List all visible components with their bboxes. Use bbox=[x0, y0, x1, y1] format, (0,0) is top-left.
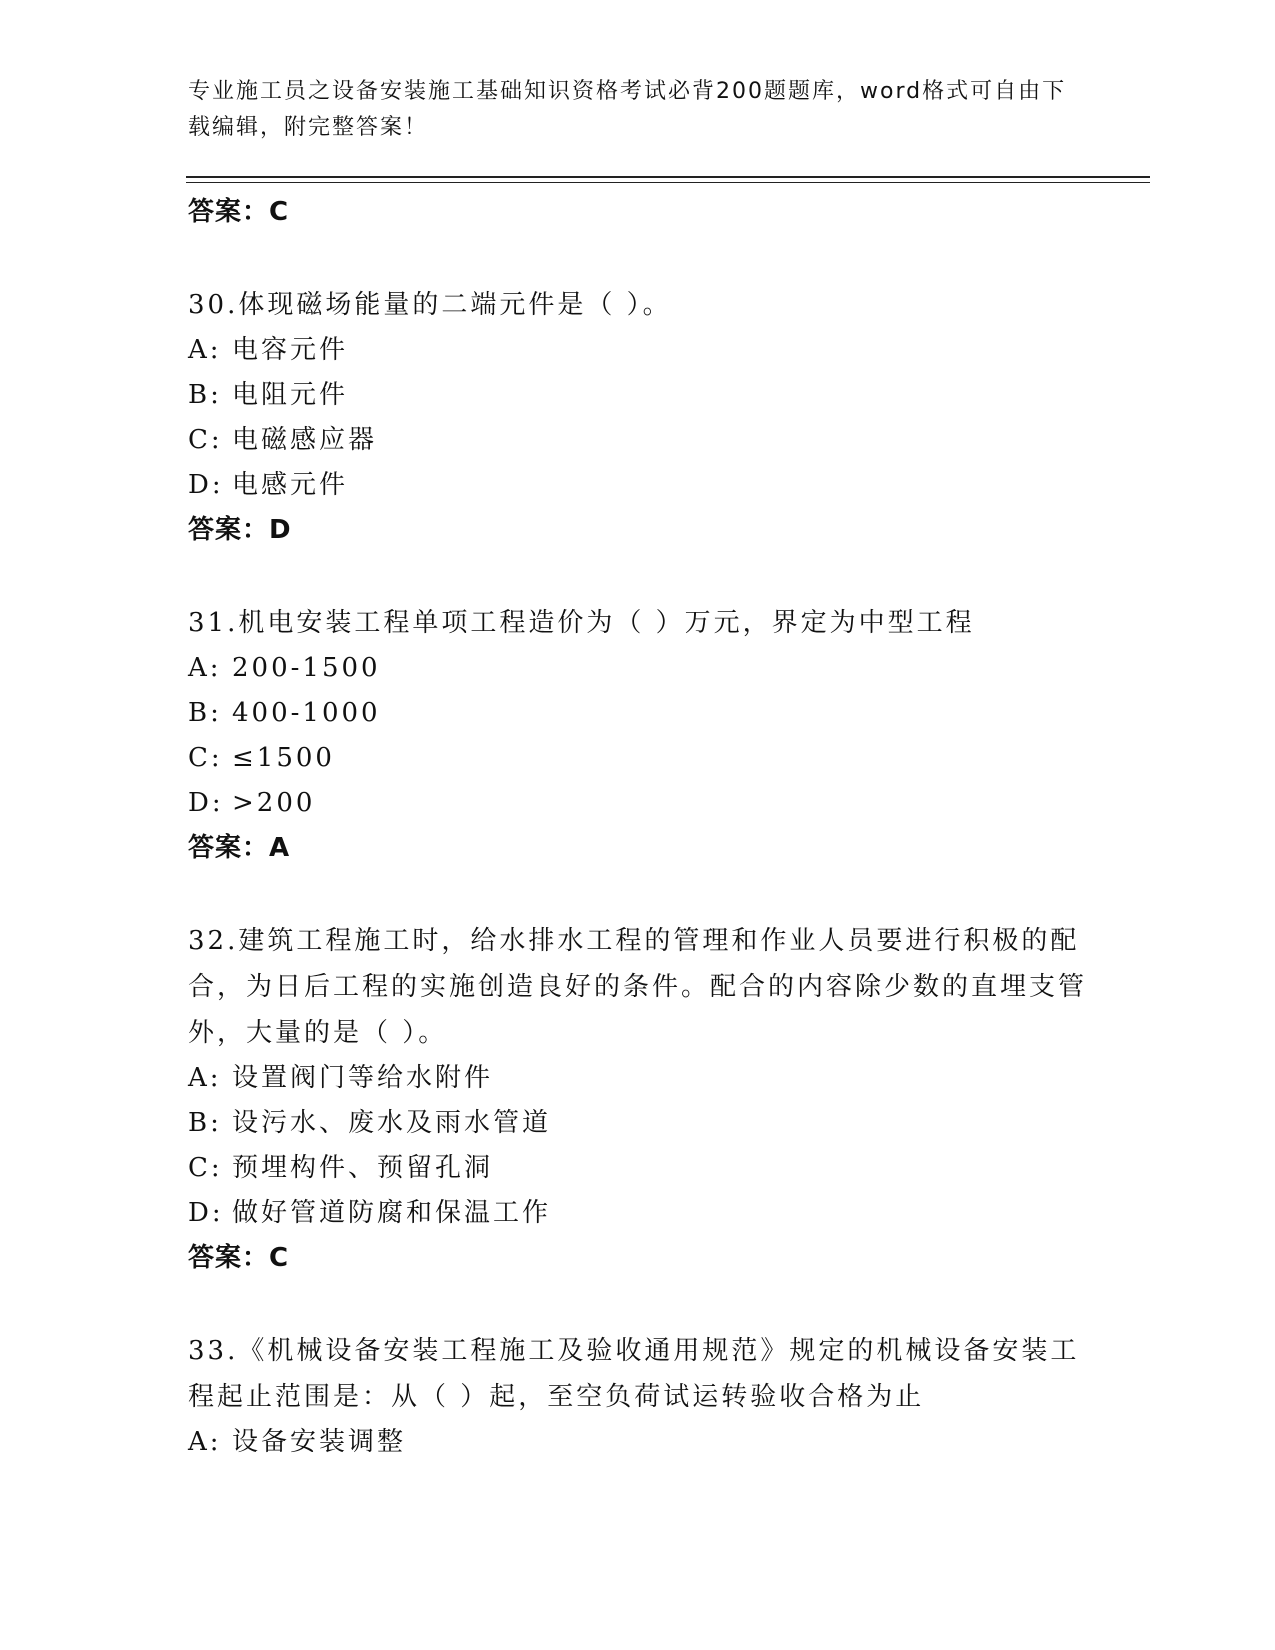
option-letter: B: bbox=[188, 1108, 222, 1138]
question-stem: 30.体现磁场能量的二端元件是（ ）。 bbox=[188, 290, 672, 320]
option-c bbox=[188, 1146, 1088, 1191]
previous-answer: 答案：C bbox=[188, 197, 290, 227]
option-letter: A: bbox=[188, 653, 222, 683]
option-letter: C: bbox=[188, 743, 223, 773]
option-d bbox=[188, 781, 1088, 826]
option-letter: A: bbox=[188, 335, 222, 365]
option-letter: D: bbox=[188, 1198, 224, 1228]
option-text: 电容元件 bbox=[232, 335, 349, 365]
question-stem: 33.《机械设备安装工程施工及验收通用规范》规定的机械设备安装工程起止范围是：从（ ）起，至空负荷试运转验收合格为止 bbox=[188, 1336, 1080, 1412]
option-d bbox=[188, 463, 1088, 508]
question-30 bbox=[188, 282, 1088, 552]
option-d bbox=[188, 1191, 1088, 1236]
option-a bbox=[188, 328, 1088, 373]
option-a bbox=[188, 1056, 1088, 1101]
option-text: 电磁感应器 bbox=[232, 425, 378, 455]
option-letter: C: bbox=[188, 1153, 223, 1183]
option-text: ≤1500 bbox=[232, 743, 335, 773]
header-divider-thin bbox=[186, 182, 1150, 183]
question-32 bbox=[188, 918, 1088, 1280]
option-text: 400-1000 bbox=[232, 698, 381, 728]
option-text: 做好管道防腐和保温工作 bbox=[232, 1198, 552, 1228]
option-text: >200 bbox=[232, 788, 316, 818]
question-answer: 答案：C bbox=[188, 1243, 290, 1273]
option-text: 200-1500 bbox=[232, 653, 381, 683]
option-text: 电感元件 bbox=[232, 470, 349, 500]
option-letter: B: bbox=[188, 698, 222, 728]
question-31 bbox=[188, 600, 1088, 870]
option-letter: D: bbox=[188, 470, 224, 500]
option-letter: A: bbox=[188, 1063, 222, 1093]
option-b bbox=[188, 691, 1088, 736]
question-stem: 32.建筑工程施工时，给水排水工程的管理和作业人员要进行积极的配合，为日后工程的实施创造良好的条件。配合的内容除少数的直埋支管外，大量的是（ ）。 bbox=[188, 926, 1088, 1048]
option-text: 设污水、废水及雨水管道 bbox=[232, 1108, 552, 1138]
option-text: 设备安装调整 bbox=[232, 1427, 407, 1457]
option-letter: C: bbox=[188, 425, 223, 455]
option-letter: A: bbox=[188, 1427, 222, 1457]
question-list bbox=[188, 190, 1088, 1465]
option-a bbox=[188, 646, 1088, 691]
option-letter: D: bbox=[188, 788, 224, 818]
option-c bbox=[188, 418, 1088, 463]
question-answer: 答案：A bbox=[188, 833, 291, 863]
question-stem: 31.机电安装工程单项工程造价为（ ）万元，界定为中型工程 bbox=[188, 608, 975, 638]
option-text: 设置阀门等给水附件 bbox=[232, 1063, 494, 1093]
option-a bbox=[188, 1420, 1088, 1465]
option-text: 电阻元件 bbox=[232, 380, 349, 410]
option-c bbox=[188, 736, 1088, 781]
question-answer: 答案：D bbox=[188, 515, 292, 545]
question-33 bbox=[188, 1328, 1088, 1465]
option-b bbox=[188, 373, 1088, 418]
header-divider bbox=[186, 176, 1150, 178]
document-header: 专业施工员之设备安装施工基础知识资格考试必背200题题库，word格式可自由下载编辑，附完整答案！ bbox=[188, 79, 1067, 140]
option-text: 预埋构件、预留孔洞 bbox=[232, 1153, 494, 1183]
option-letter: B: bbox=[188, 380, 222, 410]
option-b bbox=[188, 1101, 1088, 1146]
